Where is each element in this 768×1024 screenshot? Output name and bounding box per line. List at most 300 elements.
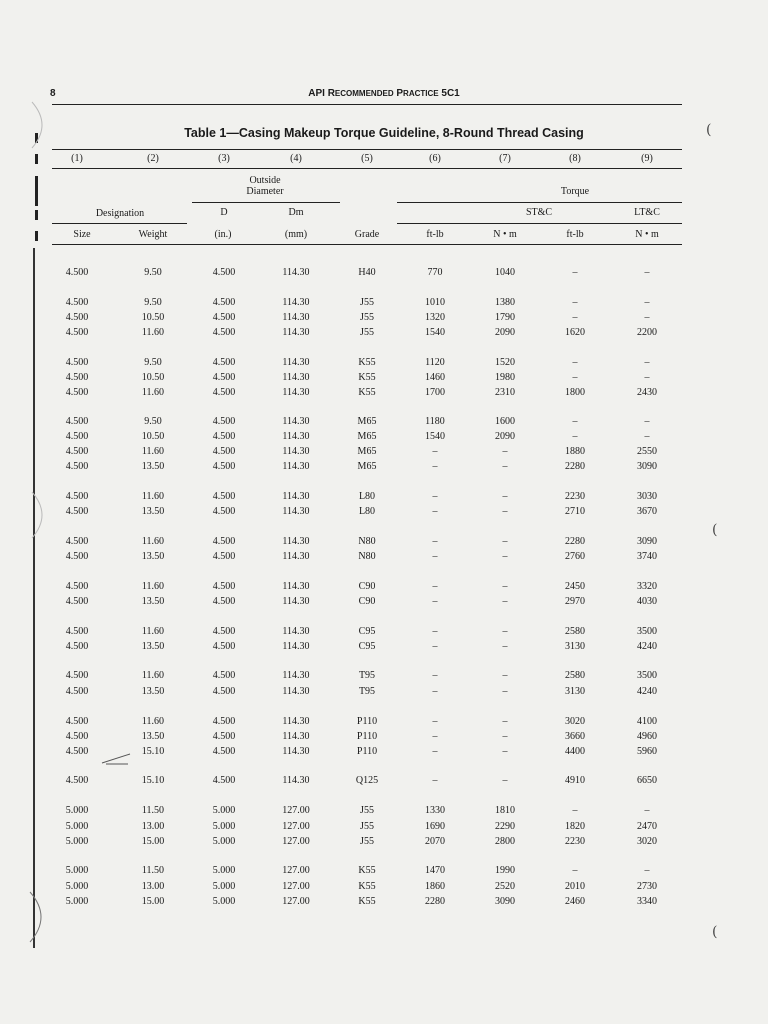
cell-ltc-nm: 3320 <box>637 581 657 592</box>
outside-diameter-header-line1: Outside <box>249 175 281 186</box>
cell-size: 5.000 <box>65 805 89 816</box>
cell-size: 4.500 <box>65 551 89 562</box>
cell-ltc-ftlb: 3130 <box>565 686 585 697</box>
cell-stc-nm: – <box>502 551 508 562</box>
cell-dm-mm: 127.00 <box>282 836 310 847</box>
cell-dm-mm: 114.30 <box>282 431 310 442</box>
cell-ltc-ftlb: 2450 <box>565 581 585 592</box>
cell-stc-ftlb: – <box>432 581 438 592</box>
column-number: (5) <box>361 153 373 164</box>
cell-ltc-nm: 4240 <box>637 641 657 652</box>
cell-stc-nm: 2800 <box>495 836 515 847</box>
cell-stc-ftlb: – <box>432 746 438 757</box>
revision-bar <box>35 154 38 164</box>
table-title: Table 1—Casing Makeup Torque Guideline, 8-Round Thread Casing <box>184 126 584 140</box>
table-top-rule <box>52 149 682 150</box>
cell-stc-ftlb: – <box>432 596 438 607</box>
cell-dm-mm: 114.30 <box>282 536 310 547</box>
cell-ltc-nm: – <box>644 297 650 308</box>
cell-d-in: 4.500 <box>212 670 236 681</box>
cell-ltc-nm: – <box>644 431 650 442</box>
cell-size: 4.500 <box>65 327 89 338</box>
cell-grade: P110 <box>356 731 378 742</box>
cell-stc-nm: 1520 <box>495 357 515 368</box>
ltc-header: LT&C <box>634 207 660 218</box>
cell-grade: M65 <box>357 461 377 472</box>
stc-ltc-rule <box>397 223 682 224</box>
diameter-rule <box>192 202 340 203</box>
cell-ltc-ftlb: – <box>572 416 578 427</box>
cell-grade: C90 <box>358 581 376 592</box>
cell-weight: 13.50 <box>141 506 165 517</box>
cell-ltc-ftlb: 3660 <box>565 731 585 742</box>
cell-ltc-nm: – <box>644 865 650 876</box>
cell-stc-ftlb: 1540 <box>425 327 445 338</box>
cell-weight: 13.50 <box>141 551 165 562</box>
cell-weight: 9.50 <box>144 357 162 368</box>
cell-dm-mm: 114.30 <box>282 731 310 742</box>
cell-size: 4.500 <box>65 506 89 517</box>
cell-d-in: 4.500 <box>212 312 236 323</box>
cell-size: 5.000 <box>65 865 89 876</box>
cell-d-in: 4.500 <box>212 491 236 502</box>
cell-d-in: 4.500 <box>212 596 236 607</box>
cell-ltc-ftlb: 2970 <box>565 596 585 607</box>
cell-stc-ftlb: – <box>432 775 438 786</box>
cell-size: 5.000 <box>65 821 89 832</box>
cell-dm-mm: 127.00 <box>282 805 310 816</box>
running-head: API RECOMMENDED PRACTICE 5C1 <box>308 88 460 99</box>
margin-line <box>33 248 35 948</box>
cell-size: 5.000 <box>65 896 89 907</box>
cell-grade: K55 <box>358 865 376 876</box>
cell-dm-mm: 114.30 <box>282 446 310 457</box>
cell-ltc-ftlb: 3130 <box>565 641 585 652</box>
cell-weight: 9.50 <box>144 416 162 427</box>
cell-grade: M65 <box>357 431 377 442</box>
cell-stc-nm: – <box>502 596 508 607</box>
cell-weight: 11.60 <box>141 581 165 592</box>
cell-stc-ftlb: 1330 <box>425 805 445 816</box>
cell-d-in: 4.500 <box>212 327 236 338</box>
cell-stc-nm: 2090 <box>495 431 515 442</box>
column-number-rule <box>52 168 682 169</box>
cell-stc-ftlb: – <box>432 731 438 742</box>
cell-ltc-ftlb: 2230 <box>565 836 585 847</box>
cell-ltc-nm: 2200 <box>637 327 657 338</box>
cell-ltc-nm: 2550 <box>637 446 657 457</box>
cell-stc-nm: – <box>502 506 508 517</box>
cell-stc-nm: – <box>502 746 508 757</box>
cell-stc-ftlb: 1690 <box>425 821 445 832</box>
outside-diameter-header-line2: Diameter <box>246 186 284 197</box>
d-header: D <box>220 207 228 218</box>
cell-weight: 13.50 <box>141 686 165 697</box>
cell-stc-ftlb: – <box>432 670 438 681</box>
cell-grade: K55 <box>358 357 376 368</box>
cell-ltc-ftlb: 2280 <box>565 536 585 547</box>
cell-stc-ftlb: – <box>432 716 438 727</box>
cell-size: 4.500 <box>65 446 89 457</box>
cell-ltc-nm: – <box>644 372 650 383</box>
cell-grade: M65 <box>357 416 377 427</box>
cell-stc-ftlb: – <box>432 641 438 652</box>
cell-grade: M65 <box>357 446 377 457</box>
cell-dm-mm: 114.30 <box>282 746 310 757</box>
cell-ltc-ftlb: 2230 <box>565 491 585 502</box>
cell-size: 4.500 <box>65 626 89 637</box>
cell-d-in: 5.000 <box>212 881 236 892</box>
cell-stc-nm: 2310 <box>495 387 515 398</box>
torque-ltc-nm-header: N • m <box>635 229 659 240</box>
d-unit-header: (in.) <box>214 229 232 240</box>
cell-grade: J55 <box>360 327 374 338</box>
cell-dm-mm: 127.00 <box>282 821 310 832</box>
cell-ltc-ftlb: 1820 <box>565 821 585 832</box>
cell-weight: 11.60 <box>141 446 165 457</box>
cell-ltc-ftlb: – <box>572 372 578 383</box>
cell-weight: 11.60 <box>141 387 165 398</box>
cell-stc-nm: 1990 <box>495 865 515 876</box>
cell-ltc-nm: 6650 <box>637 775 657 786</box>
column-number: (8) <box>569 153 581 164</box>
cell-grade: K55 <box>358 387 376 398</box>
cell-ltc-nm: – <box>644 357 650 368</box>
cell-size: 4.500 <box>65 357 89 368</box>
cell-ltc-ftlb: – <box>572 431 578 442</box>
cell-grade: C95 <box>358 626 376 637</box>
cell-dm-mm: 114.30 <box>282 641 310 652</box>
cell-ltc-ftlb: 2460 <box>565 896 585 907</box>
cell-ltc-nm: 3090 <box>637 536 657 547</box>
cell-grade: T95 <box>358 686 376 697</box>
cell-grade: J55 <box>360 821 374 832</box>
cell-grade: T95 <box>358 670 376 681</box>
weight-header: Weight <box>138 229 168 240</box>
cell-ltc-ftlb: 2010 <box>565 881 585 892</box>
cell-ltc-nm: 3030 <box>637 491 657 502</box>
column-number: (6) <box>429 153 441 164</box>
cell-stc-nm: – <box>502 461 508 472</box>
cell-stc-nm: – <box>502 491 508 502</box>
cell-stc-ftlb: – <box>432 506 438 517</box>
cell-ltc-nm: 3020 <box>637 836 657 847</box>
cell-grade: J55 <box>360 297 374 308</box>
cell-dm-mm: 127.00 <box>282 881 310 892</box>
cell-dm-mm: 114.30 <box>282 775 310 786</box>
cell-stc-ftlb: 1460 <box>425 372 445 383</box>
cell-ltc-nm: 4240 <box>637 686 657 697</box>
cell-size: 4.500 <box>65 416 89 427</box>
cell-stc-ftlb: 1180 <box>425 416 445 427</box>
torque-stc-nm-header: N • m <box>493 229 517 240</box>
cell-d-in: 4.500 <box>212 446 236 457</box>
cell-ltc-ftlb: 1620 <box>565 327 585 338</box>
cell-weight: 11.60 <box>141 536 165 547</box>
cell-stc-nm: 1980 <box>495 372 515 383</box>
cell-dm-mm: 114.30 <box>282 327 310 338</box>
cell-stc-nm: 1040 <box>495 267 515 278</box>
cell-grade: J55 <box>360 312 374 323</box>
cell-d-in: 4.500 <box>212 372 236 383</box>
cell-ltc-ftlb: – <box>572 267 578 278</box>
cell-grade: P110 <box>356 746 378 757</box>
cell-d-in: 4.500 <box>212 775 236 786</box>
cell-size: 4.500 <box>65 716 89 727</box>
cell-size: 4.500 <box>65 596 89 607</box>
cell-d-in: 4.500 <box>212 581 236 592</box>
cell-d-in: 4.500 <box>212 551 236 562</box>
column-number: (9) <box>641 153 653 164</box>
dm-unit-header: (mm) <box>284 229 308 240</box>
cell-size: 4.500 <box>65 297 89 308</box>
cell-stc-nm: 1380 <box>495 297 515 308</box>
cell-grade: C90 <box>358 596 376 607</box>
cell-stc-ftlb: – <box>432 626 438 637</box>
cell-ltc-ftlb: 2580 <box>565 670 585 681</box>
cell-weight: 15.10 <box>141 775 165 786</box>
designation-rule <box>52 223 187 224</box>
scan-mark: ( <box>712 924 718 940</box>
cell-ltc-ftlb: 1880 <box>565 446 585 457</box>
cell-d-in: 4.500 <box>212 641 236 652</box>
cell-size: 4.500 <box>65 731 89 742</box>
cell-ltc-nm: 3740 <box>637 551 657 562</box>
cell-ltc-nm: 3340 <box>637 896 657 907</box>
column-number: (7) <box>499 153 511 164</box>
cell-stc-nm: – <box>502 731 508 742</box>
cell-ltc-ftlb: – <box>572 805 578 816</box>
cell-ltc-nm: 3670 <box>637 506 657 517</box>
cell-stc-nm: 1790 <box>495 312 515 323</box>
cell-size: 4.500 <box>65 641 89 652</box>
scan-mark: ( <box>712 522 718 538</box>
cell-ltc-ftlb: – <box>572 357 578 368</box>
cell-grade: K55 <box>358 881 376 892</box>
cell-size: 5.000 <box>65 836 89 847</box>
cell-stc-ftlb: 1320 <box>425 312 445 323</box>
cell-weight: 15.00 <box>141 836 165 847</box>
cell-dm-mm: 114.30 <box>282 626 310 637</box>
cell-dm-mm: 114.30 <box>282 596 310 607</box>
cell-ltc-nm: 4100 <box>637 716 657 727</box>
cell-d-in: 4.500 <box>212 267 236 278</box>
cell-ltc-ftlb: 2580 <box>565 626 585 637</box>
cell-stc-ftlb: – <box>432 686 438 697</box>
cell-ltc-nm: 4960 <box>637 731 657 742</box>
cell-dm-mm: 114.30 <box>282 551 310 562</box>
cell-ltc-nm: 2470 <box>637 821 657 832</box>
cell-stc-nm: – <box>502 716 508 727</box>
cell-ltc-ftlb: 2760 <box>565 551 585 562</box>
torque-ltc-ftlb-header: ft-lb <box>566 229 584 240</box>
cell-dm-mm: 114.30 <box>282 312 310 323</box>
cell-ltc-ftlb: 4910 <box>565 775 585 786</box>
cell-stc-ftlb: 1540 <box>425 431 445 442</box>
torque-header: Torque <box>560 186 590 197</box>
cell-dm-mm: 114.30 <box>282 372 310 383</box>
header-bottom-rule <box>52 244 682 245</box>
column-number: (4) <box>290 153 302 164</box>
cell-ltc-nm: 3500 <box>637 626 657 637</box>
cell-stc-ftlb: – <box>432 491 438 502</box>
cell-d-in: 4.500 <box>212 431 236 442</box>
cell-d-in: 4.500 <box>212 626 236 637</box>
cell-stc-nm: 1600 <box>495 416 515 427</box>
stc-header: ST&C <box>525 207 553 218</box>
cell-stc-ftlb: – <box>432 446 438 457</box>
cell-stc-ftlb: 1470 <box>425 865 445 876</box>
cell-d-in: 4.500 <box>212 416 236 427</box>
cell-ltc-nm: – <box>644 267 650 278</box>
cell-d-in: 4.500 <box>212 716 236 727</box>
cell-grade: K55 <box>358 372 376 383</box>
cell-dm-mm: 114.30 <box>282 297 310 308</box>
grade-header: Grade <box>354 229 380 240</box>
cell-weight: 13.00 <box>141 821 165 832</box>
cell-stc-nm: 2520 <box>495 881 515 892</box>
column-number: (1) <box>71 153 83 164</box>
cell-ltc-nm: 5960 <box>637 746 657 757</box>
cell-weight: 11.60 <box>141 670 165 681</box>
cell-d-in: 4.500 <box>212 357 236 368</box>
cell-d-in: 5.000 <box>212 805 236 816</box>
cell-stc-ftlb: 2070 <box>425 836 445 847</box>
cell-dm-mm: 114.30 <box>282 716 310 727</box>
cell-stc-nm: – <box>502 670 508 681</box>
cell-ltc-ftlb: – <box>572 297 578 308</box>
cell-d-in: 4.500 <box>212 536 236 547</box>
cell-dm-mm: 114.30 <box>282 491 310 502</box>
cell-weight: 9.50 <box>144 267 162 278</box>
cell-weight: 13.50 <box>141 461 165 472</box>
cell-size: 4.500 <box>65 431 89 442</box>
cell-dm-mm: 114.30 <box>282 461 310 472</box>
cell-size: 4.500 <box>65 491 89 502</box>
cell-weight: 10.50 <box>141 431 165 442</box>
cell-dm-mm: 127.00 <box>282 896 310 907</box>
cell-ltc-ftlb: 2710 <box>565 506 585 517</box>
cell-dm-mm: 114.30 <box>282 581 310 592</box>
designation-header: Designation <box>95 208 145 219</box>
cell-ltc-nm: 3090 <box>637 461 657 472</box>
cell-ltc-nm: 4030 <box>637 596 657 607</box>
cell-grade: J55 <box>360 805 374 816</box>
cell-d-in: 4.500 <box>212 746 236 757</box>
header-rule <box>52 104 682 105</box>
cell-ltc-nm: – <box>644 416 650 427</box>
cell-dm-mm: 114.30 <box>282 387 310 398</box>
torque-rule <box>397 202 682 203</box>
cell-ltc-ftlb: 4400 <box>565 746 585 757</box>
cell-stc-ftlb: – <box>432 551 438 562</box>
cell-d-in: 4.500 <box>212 297 236 308</box>
cell-stc-ftlb: 1700 <box>425 387 445 398</box>
cell-size: 5.000 <box>65 881 89 892</box>
cell-grade: C95 <box>358 641 376 652</box>
cell-size: 4.500 <box>65 536 89 547</box>
cell-weight: 9.50 <box>144 297 162 308</box>
cell-weight: 13.50 <box>141 731 165 742</box>
cell-ltc-ftlb: – <box>572 865 578 876</box>
cell-ltc-ftlb: 3020 <box>565 716 585 727</box>
cell-weight: 11.60 <box>141 327 165 338</box>
cell-d-in: 5.000 <box>212 896 236 907</box>
cell-ltc-ftlb: 2280 <box>565 461 585 472</box>
cell-grade: P110 <box>356 716 378 727</box>
pen-mark <box>100 752 132 766</box>
cell-ltc-ftlb: 1800 <box>565 387 585 398</box>
cell-grade: N80 <box>358 551 376 562</box>
cell-dm-mm: 114.30 <box>282 416 310 427</box>
cell-ltc-nm: 3500 <box>637 670 657 681</box>
cell-d-in: 5.000 <box>212 865 236 876</box>
cell-weight: 15.10 <box>141 746 165 757</box>
cell-ltc-nm: – <box>644 312 650 323</box>
cell-d-in: 5.000 <box>212 836 236 847</box>
page-number: 8 <box>50 88 56 99</box>
binder-hole-arc <box>28 100 54 150</box>
cell-weight: 11.50 <box>141 805 165 816</box>
cell-size: 4.500 <box>65 670 89 681</box>
cell-weight: 15.00 <box>141 896 165 907</box>
cell-stc-nm: – <box>502 536 508 547</box>
cell-stc-ftlb: 1120 <box>425 357 445 368</box>
cell-size: 4.500 <box>65 372 89 383</box>
cell-stc-nm: 2090 <box>495 327 515 338</box>
cell-weight: 11.50 <box>141 865 165 876</box>
cell-size: 4.500 <box>65 746 89 757</box>
scan-mark: ( <box>706 122 712 138</box>
cell-weight: 13.50 <box>141 641 165 652</box>
cell-d-in: 5.000 <box>212 821 236 832</box>
column-number: (2) <box>147 153 159 164</box>
cell-grade: J55 <box>360 836 374 847</box>
column-number: (3) <box>218 153 230 164</box>
cell-weight: 13.00 <box>141 881 165 892</box>
cell-size: 4.500 <box>65 581 89 592</box>
cell-d-in: 4.500 <box>212 461 236 472</box>
revision-bar <box>35 210 38 220</box>
torque-stc-ftlb-header: ft-lb <box>426 229 444 240</box>
cell-stc-nm: – <box>502 775 508 786</box>
cell-stc-ftlb: 1010 <box>425 297 445 308</box>
binder-hole-arc <box>28 490 54 540</box>
cell-size: 4.500 <box>65 775 89 786</box>
cell-stc-nm: 3090 <box>495 896 515 907</box>
cell-stc-nm: 1810 <box>495 805 515 816</box>
cell-grade: L80 <box>358 491 376 502</box>
cell-grade: H40 <box>358 267 376 278</box>
cell-grade: N80 <box>358 536 376 547</box>
cell-grade: Q125 <box>355 775 379 786</box>
cell-stc-nm: – <box>502 581 508 592</box>
cell-stc-ftlb: 770 <box>427 267 443 278</box>
cell-size: 4.500 <box>65 312 89 323</box>
revision-bar <box>35 176 38 206</box>
cell-dm-mm: 127.00 <box>282 865 310 876</box>
cell-dm-mm: 114.30 <box>282 506 310 517</box>
cell-grade: K55 <box>358 896 376 907</box>
cell-weight: 13.50 <box>141 596 165 607</box>
cell-stc-nm: 2290 <box>495 821 515 832</box>
size-header: Size <box>73 229 91 240</box>
dm-header: Dm <box>288 207 304 218</box>
cell-stc-ftlb: – <box>432 461 438 472</box>
cell-size: 4.500 <box>65 461 89 472</box>
cell-weight: 10.50 <box>141 372 165 383</box>
cell-weight: 11.60 <box>141 626 165 637</box>
